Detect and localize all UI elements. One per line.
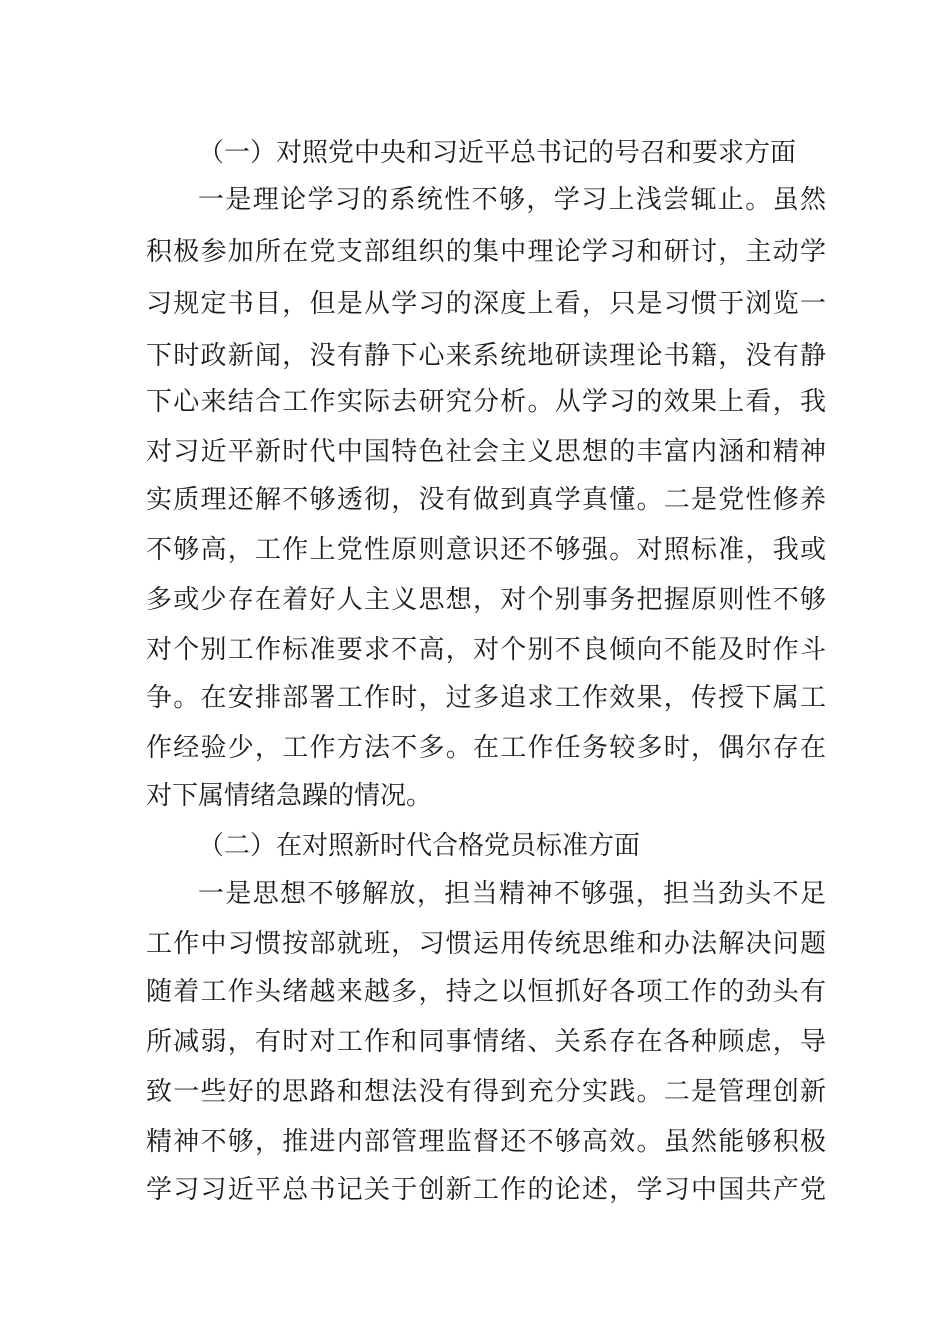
paragraph-line: 下时政新闻，没有静下心来系统地研读理论书籍，没有静 [146,341,826,371]
paragraph-line: 对下属情绪急躁的情况。 [146,781,433,811]
paragraph-line: 对个别工作标准要求不高，对个别不良倾向不能及时作斗 [146,635,826,665]
section-heading-2: （二）在对照新时代合格党员标准方面 [198,831,641,861]
paragraph-line: 一是思想不够解放，担当精神不够强，担当劲头不足 [198,879,826,909]
paragraph-line: 所减弱，有时对工作和同事情绪、关系存在各种顾虑，导 [146,1027,826,1057]
paragraph-line: 对习近平新时代中国特色社会主义思想的丰富内涵和精神 [146,437,826,467]
paragraph-line: 学习习近平总书记关于创新工作的论述，学习中国共产党 [146,1175,826,1205]
section-heading-1: （一）对照党中央和习近平总书记的号召和要求方面 [198,138,797,168]
paragraph-line: 工作中习惯按部就班，习惯运用传统思维和办法解决问题 [146,929,826,959]
paragraph-line: 随着工作头绪越来越多，持之以恒抓好各项工作的劲头有 [146,977,826,1007]
paragraph-line: 不够高，工作上党性原则意识还不够强。对照标准，我或 [146,535,826,565]
paragraph-line: 积极参加所在党支部组织的集中理论学习和研讨，主动学 [146,237,826,267]
paragraph-line: 精神不够，推进内部管理监督还不够高效。虽然能够积极 [146,1127,826,1157]
paragraph-line: 争。在安排部署工作时，过多追求工作效果，传授下属工 [146,683,826,713]
paragraph-line: 下心来结合工作实际去研究分析。从学习的效果上看，我 [146,387,826,417]
paragraph-line: 习规定书目，但是从学习的深度上看，只是习惯于浏览一 [146,289,826,319]
paragraph-line: 实质理还解不够透彻，没有做到真学真懂。二是党性修养 [146,485,826,515]
paragraph-line: 作经验少，工作方法不多。在工作任务较多时，偶尔存在 [146,733,826,763]
paragraph-line: 一是理论学习的系统性不够，学习上浅尝辄止。虽然 [198,185,826,215]
paragraph-line: 致一些好的思路和想法没有得到充分实践。二是管理创新 [146,1077,826,1107]
paragraph-line: 多或少存在着好人主义思想，对个别事务把握原则性不够 [146,585,826,615]
